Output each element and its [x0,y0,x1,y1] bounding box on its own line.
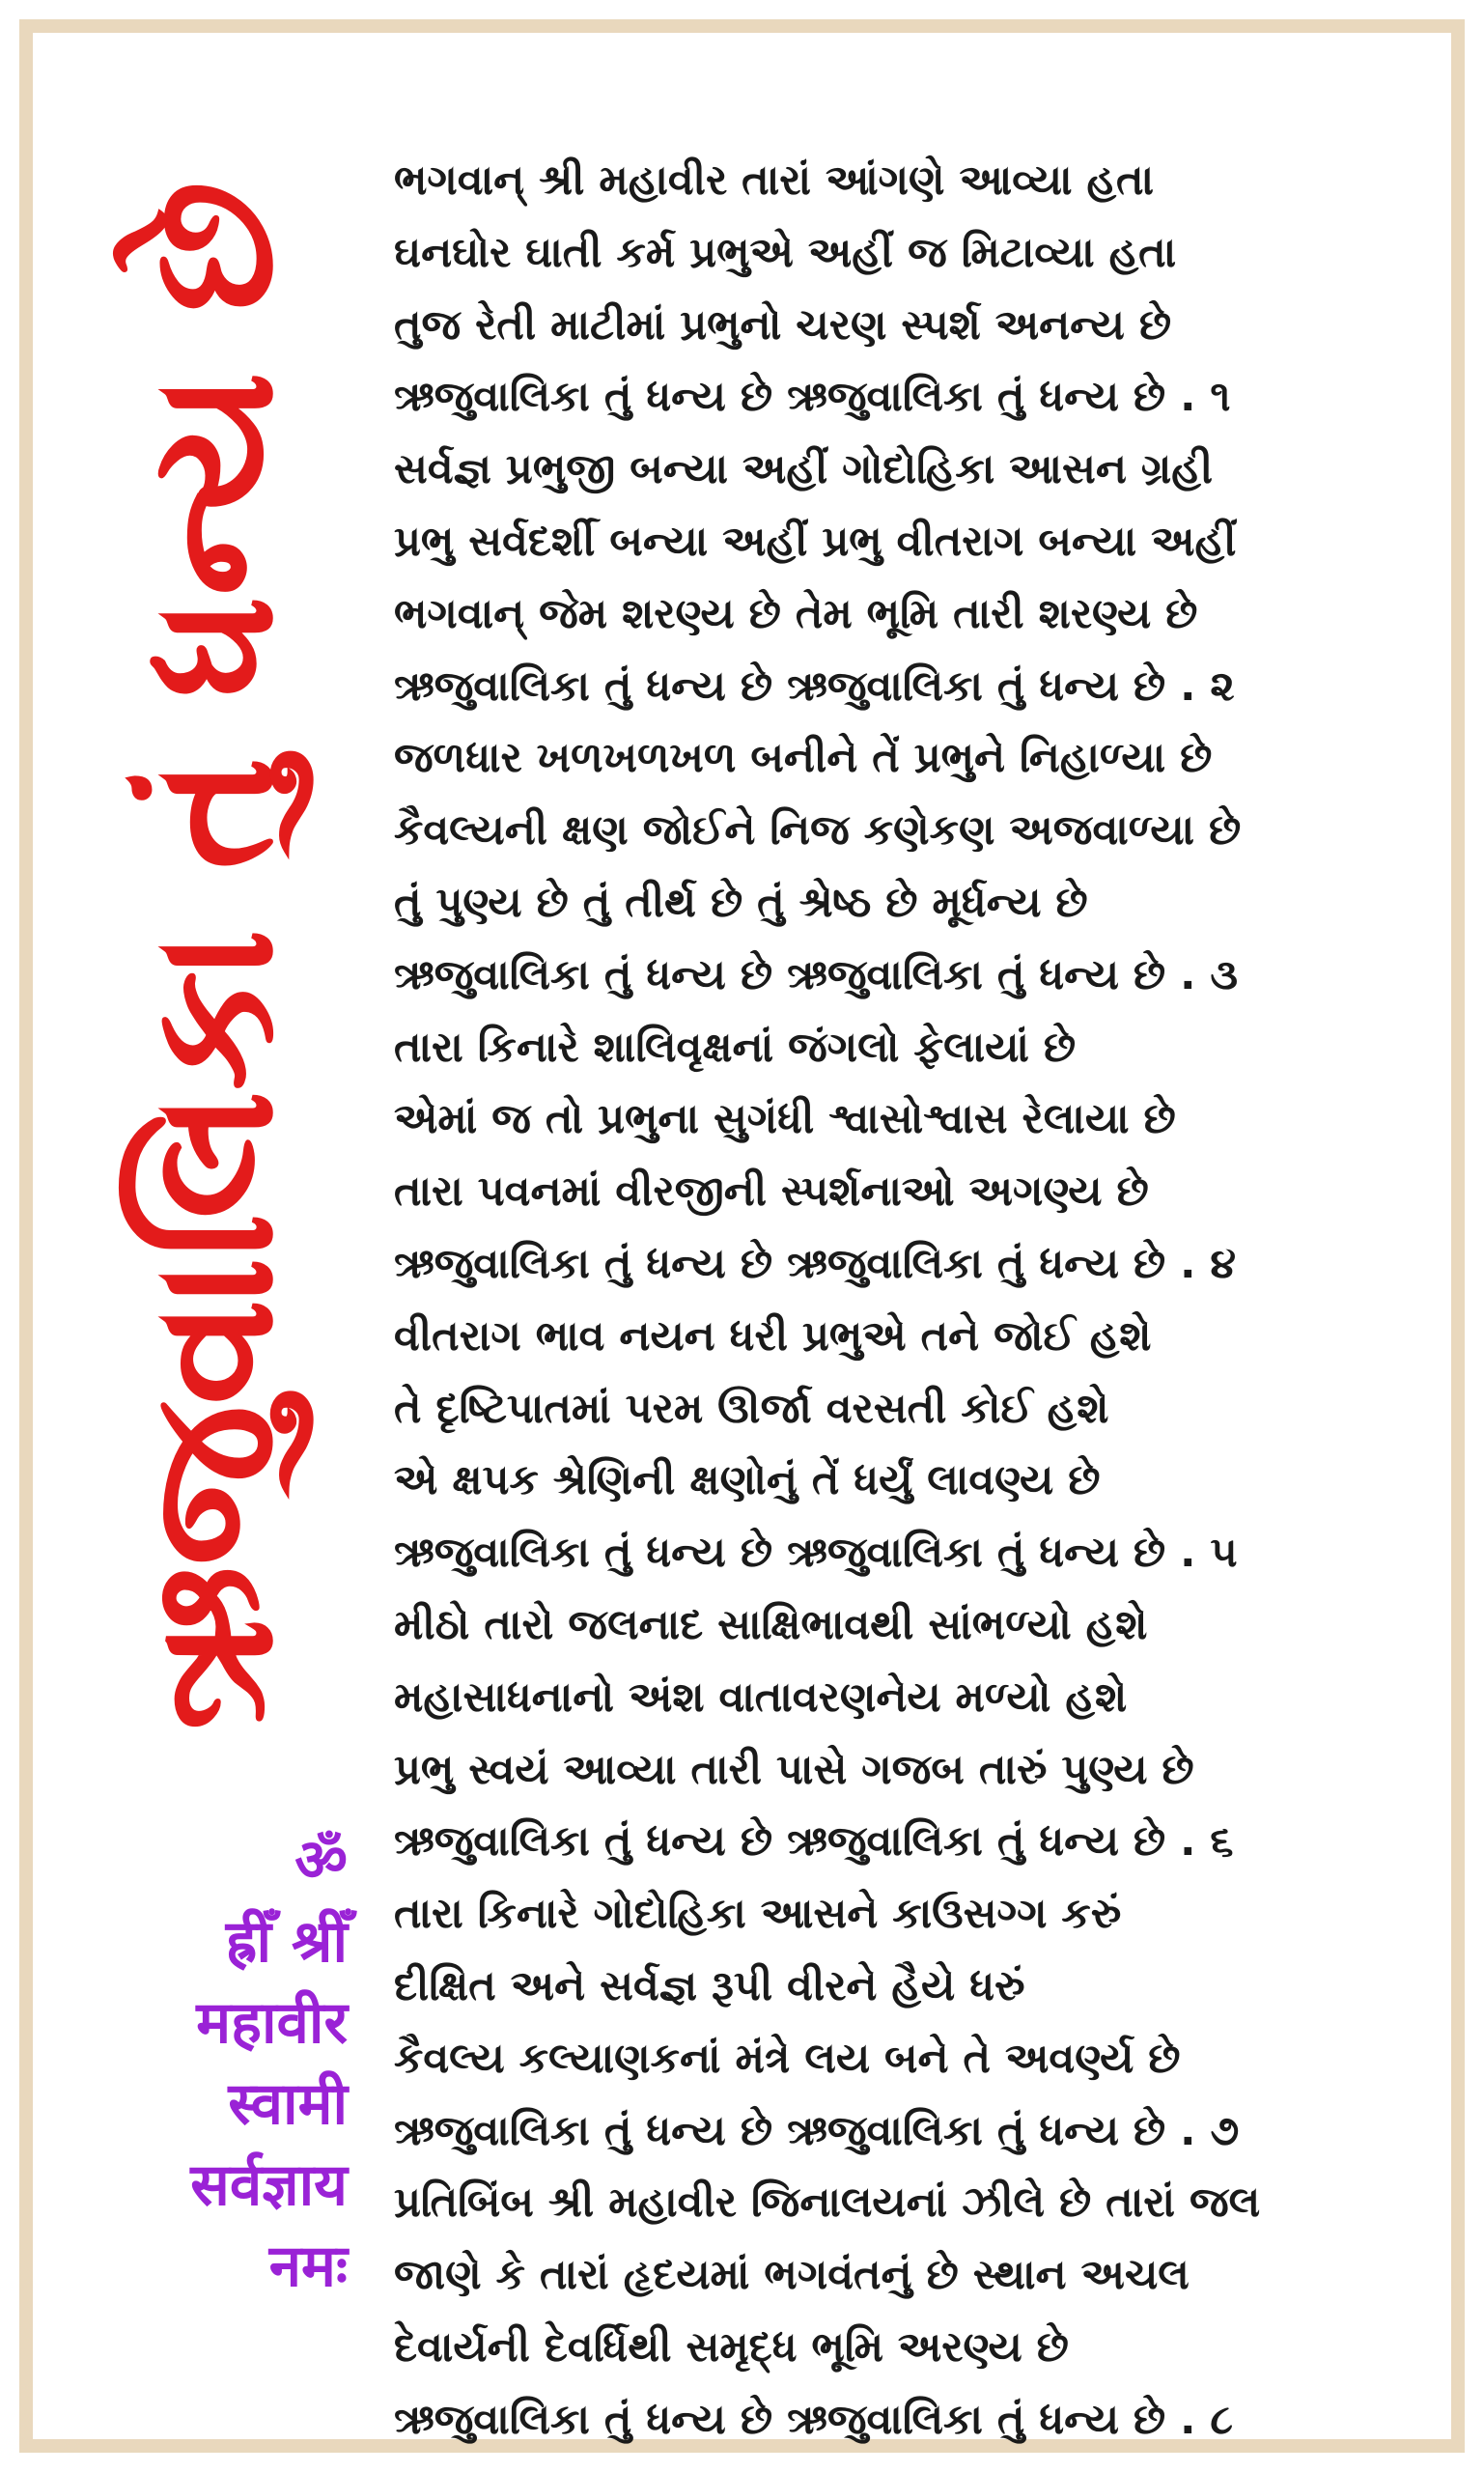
mantra-line-mahavir: महावीर [196,1989,348,2057]
poem-text [394,145,1432,2457]
mantra-line-sarvagnay: सर्वज्ञाय [190,2151,348,2219]
poem-refrain-line: ઋજુવાલિકા તું ધન્ય છે ઋજુવાલિકા તું ધન્ય છે . ૭ [394,2106,1240,2155]
mantra-block [58,1820,348,2307]
poem-refrain-line: ઋજુવાલિકા તું ધન્ય છે ઋજુવાલિકા તું ધન્ય છે . ૧ [394,373,1231,422]
poem-line: પ્રભુ સર્વદર્શી બન્યા અહીં પ્રભુ વીતરાગ બન્યા અહીં [394,517,1237,566]
poem-line: દેવાર્યની દેવર્ધિથી સમૃદ્ધ ભૂમિ અરણ્ય છે [394,2322,1069,2372]
poem-line: વીતરાગ ભાવ નયન ધરી પ્રભુએ તને જોઈ હશે [394,1311,1152,1361]
poem-line: એમાં જ તો પ્રભુના સુગંધી શ્વાસોશ્વાસ રેલાયા છે [394,1095,1176,1144]
poem-line: તે દૃષ્ટિપાતમાં પરમ ઊર્જા વરસતી કોઈ હશે [394,1384,1109,1433]
poem-line: ભગવાન્ શ્રી મહાવીર તારાં આંગણે આવ્યા હતા [394,156,1155,205]
poem-line: જાણે કે તારાં હૃદયમાં ભગવંતનું છે સ્થાન અચલ [394,2251,1190,2300]
poem-refrain-line: ઋજુવાલિકા તું ધન્ય છે ઋજુવાલિકા તું ધન્ય છે . ૪ [394,1239,1237,1288]
poem-line: તુજ રેતી માટીમાં પ્રભુનો ચરણ સ્પર્શ અનન્ય છે [394,300,1172,350]
poem-refrain-line: ઋજુવાલિકા તું ધન્ય છે ઋજુવાલિકા તું ધન્ય છે . ૫ [394,1529,1238,1578]
poem-line: તું પુણ્ય છે તું તીર્થ છે તું શ્રેષ્ઠ છે મૂર્ધન્ય છે [394,878,1088,927]
poem-refrain-line: ઋજુવાલિકા તું ધન્ય છે ઋજુવાલિકા તું ધન્ય છે . ૮ [394,2395,1234,2444]
poem-line: પ્રભુ સ્વયં આવ્યા તારી પાસે ગજબ તારું પુણ્ય છે [394,1745,1194,1794]
poem-line: કૈવલ્ય કલ્યાણકનાં મંત્રે લય બને તે અવર્ણ્ય છે [394,2034,1181,2083]
mantra-line-hrim-shrim: ह्रीँ श्रीँ [225,1908,348,1976]
poem-line: સર્વજ્ઞ પ્રભુજી બન્યા અહીં ગોદોહિકા આસન ગ્રહી [394,445,1214,494]
poem-refrain-line: ઋજુવાલિકા તું ધન્ય છે ઋજુવાલિકા તું ધન્ય છે . ૬ [394,1817,1234,1867]
poem-refrain-line: ઋજુવાલિકા તું ધન્ય છે ઋજુવાલિકા તું ધન્ય છે . ૩ [394,950,1239,999]
vertical-title: ઋજુવાલિકા તું ધન્ય છે [113,181,311,1731]
poem-line: તારા કિનારે શાલિવૃક્ષનાં જંગલો ફેલાયાં છે [394,1023,1077,1072]
side-title-container [97,126,328,1786]
poem-line: તારા કિનારે ગોદોહિકા આસને કાઉસગ્ગ કરું [394,1890,1122,1939]
poem-line: દીક્ષિત અને સર્વજ્ઞ રૂપી વીરને હૈયે ધરું [394,1961,1025,2010]
poem-line: જળધાર ખળખળખળ બનીને તેં પ્રભુને નિહાળ્યા છે [394,734,1213,783]
mantra-line-swami: स्वामी [228,2070,348,2138]
poem-line: ભગવાન્ જેમ શરણ્ય છે તેમ ભૂમિ તારી શરણ્ય છે [394,589,1198,638]
poem-line: પ્રતિબિંબ શ્રી મહાવીર જિનાલયનાં ઝીલે છે તારાં જલ [394,2178,1261,2228]
poem-refrain-line: ઋજુવાલિકા તું ધન્ય છે ઋજુવાલિકા તું ધન્ય છે . ૨ [394,661,1235,711]
poem-line: મહાસાધનાનો અંશ વાતાવરણનેય મળ્યો હશે [394,1672,1128,1722]
poem-line: મીઠો તારો જલનાદ સાક્ષિભાવથી સાંભળ્યો હશે [394,1600,1148,1649]
poem-line: કૈવલ્યની ક્ષણ જોઈને નિજ કણેકણ અજવાળ્યા છે [394,806,1242,856]
mantra-line-namah: नमः [268,2233,348,2300]
poem-line: એ ક્ષપક શ્રેણિની ક્ષણોનું તેં ધર્યું લાવણ્ય છે [394,1456,1101,1505]
poem-line: ઘનઘોર ઘાતી કર્મ પ્રભુએ અહીં જ મિટાવ્યા હતા [394,228,1177,277]
mantra-line-om: ॐ [294,1827,348,1895]
poem-line: તારા પવનમાં વીરજીની સ્પર્શનાઓ અગણ્ય છે [394,1167,1149,1217]
